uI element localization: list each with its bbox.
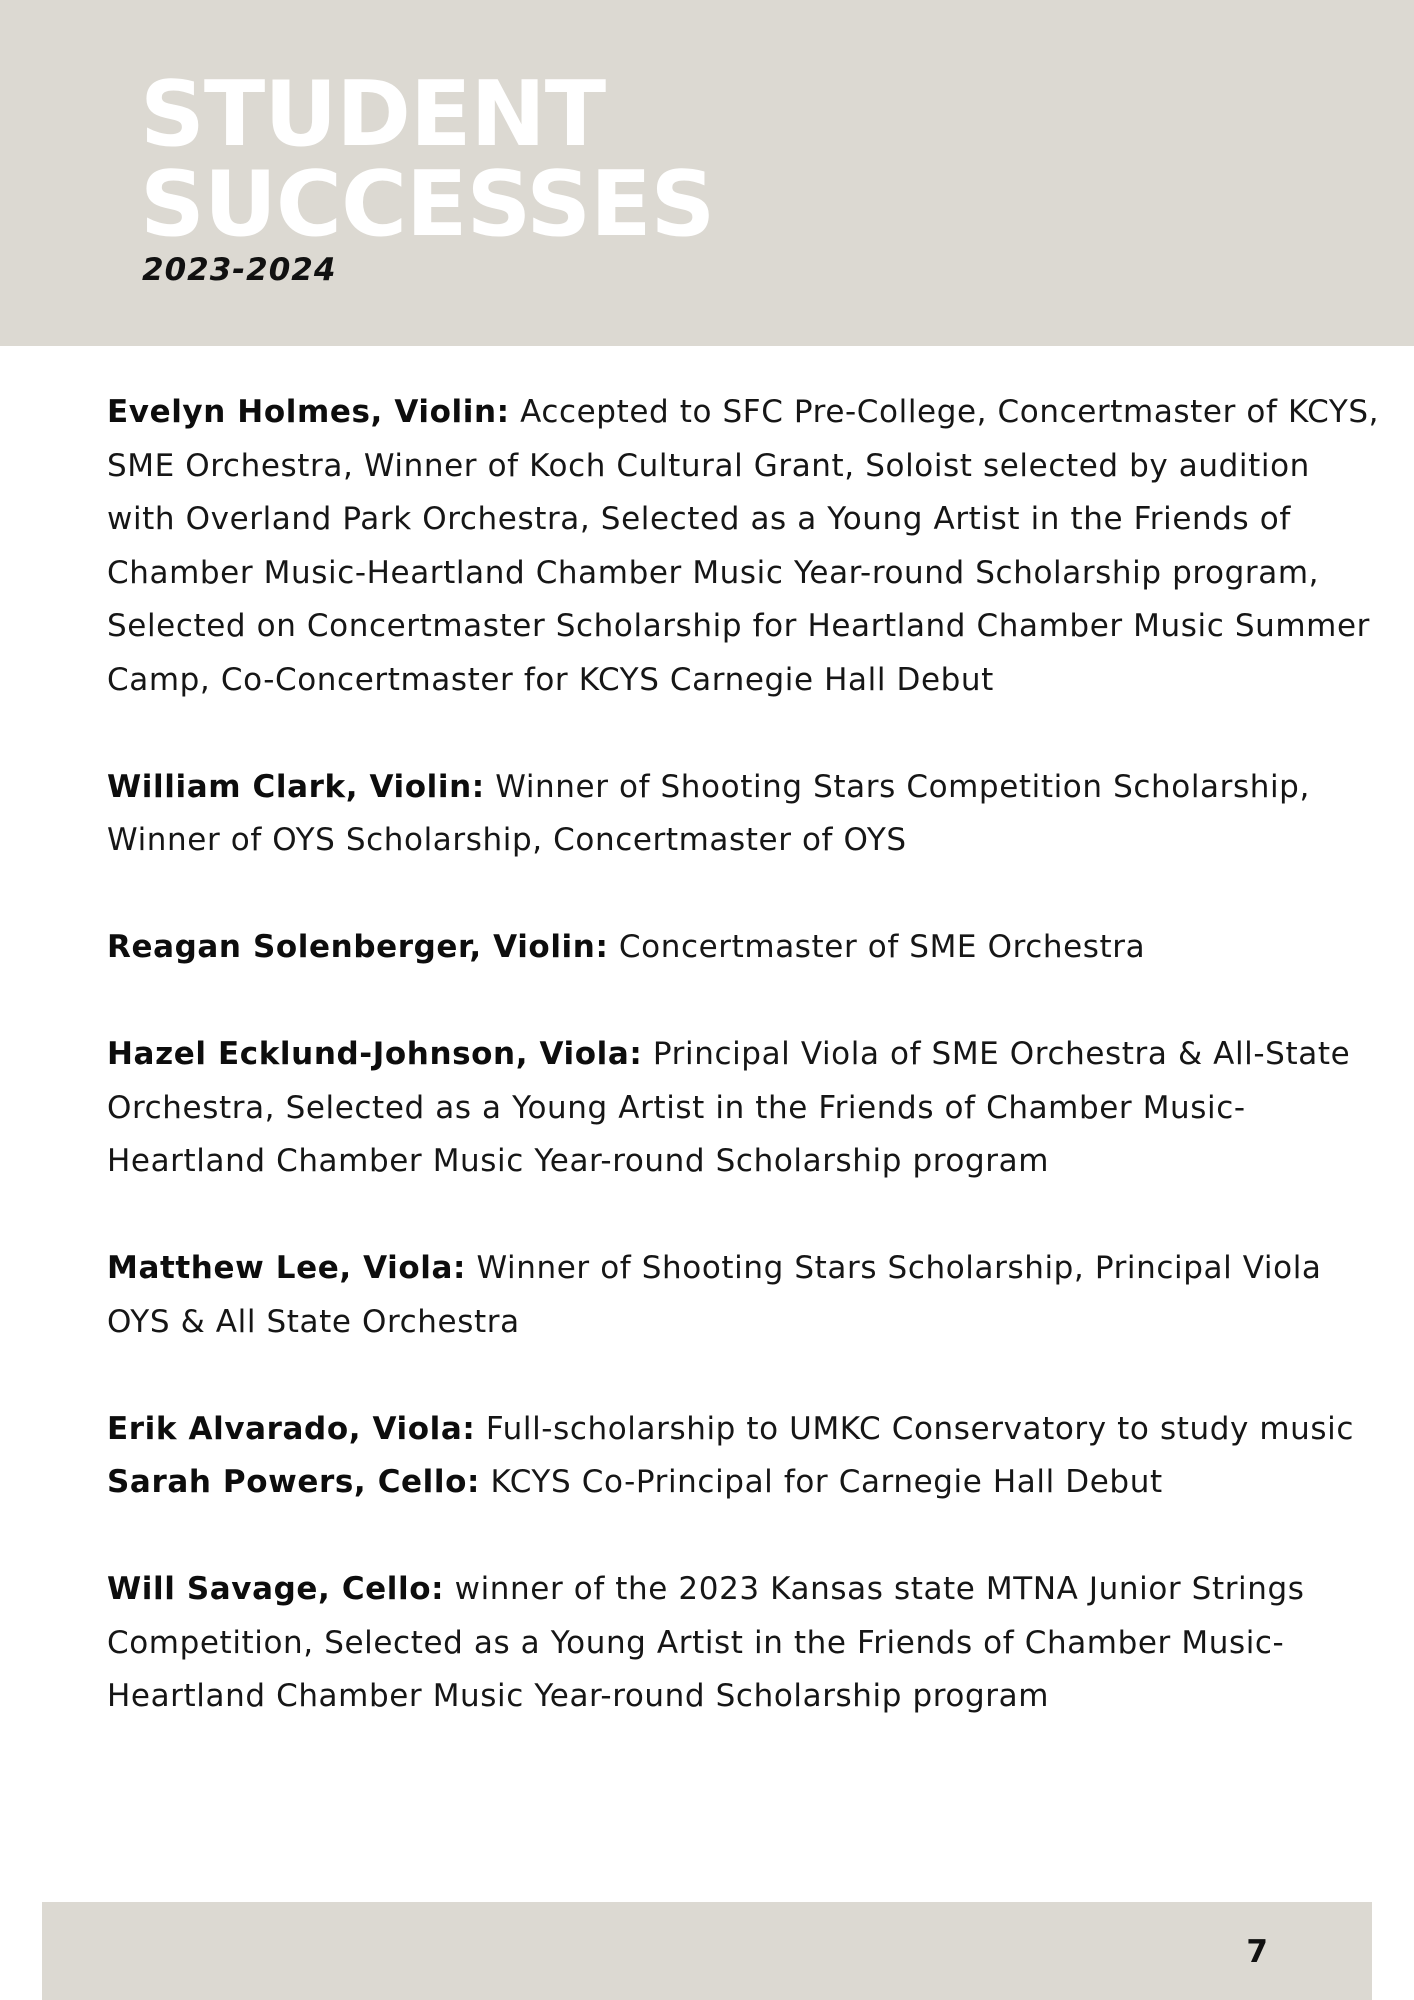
student-achievements: winner of the 2023 Kansas state MTNA Junior Strings Competition, Selected as a Young Artist in the Friends of Chamber Music-Heartland Chamber Music Year-round Scholarship program: [107, 1571, 1305, 1714]
student-achievements: Winner of Shooting Stars Competition Scholarship, Winner of OYS Scholarship, Concertmaster of OYS: [107, 768, 1310, 858]
student-achievements: Winner of Shooting Stars Scholarship, Principal Viola OYS & All State Orchestra: [107, 1250, 1322, 1340]
student-name: William Clark, Violin:: [107, 768, 485, 805]
student-achievements: Concertmaster of SME Orchestra: [618, 929, 1146, 965]
student-entry: [107, 1563, 1387, 1724]
page-title: [140, 62, 715, 257]
student-name: Evelyn Holmes, Violin:: [107, 394, 510, 430]
student-name: Will Savage, Cello:: [107, 1571, 445, 1607]
student-name: Matthew Lee, Viola:: [107, 1250, 467, 1286]
page-number: 7: [1246, 1934, 1268, 1970]
student-achievements: Full-scholarship to UMKC Conservatory to study music: [485, 1410, 1355, 1447]
student-entry: [107, 1242, 1387, 1349]
student-entry: [107, 386, 1387, 707]
student-name: Hazel Ecklund-Johnson, Viola:: [107, 1036, 643, 1072]
student-name: Erik Alvarado, Viola:: [107, 1410, 476, 1447]
year-subtitle: 2023-2024: [142, 252, 337, 288]
footer-band: [42, 1902, 1372, 2000]
page-title-line-2: SUCCESSES: [140, 152, 715, 257]
student-entry: [107, 921, 1387, 975]
student-name: Sarah Powers, Cello:: [107, 1464, 481, 1500]
student-entry: [107, 1403, 1387, 1457]
page-title-line-1: STUDENT: [140, 62, 606, 167]
student-entry: [107, 1028, 1387, 1189]
student-achievements: KCYS Co-Principal for Carnegie Hall Debut: [490, 1464, 1163, 1500]
student-entry: [107, 1456, 1387, 1510]
student-achievements: Principal Viola of SME Orchestra & All-State Orchestra, Selected as a Young Artist in the Friends of Chamber Music-Heartland Chamber Music Year-round Scholarship program: [107, 1036, 1351, 1179]
header-band: [0, 0, 1414, 346]
student-achievements: Accepted to SFC Pre-College, Concertmaster of KCYS, SME Orchestra, Winner of Koch Cultural Grant, Soloist selected by audition with Overland Park Orchestra, Selected as a Young Artist in the Friends of Chamber Music-Heartland Chamber Music Year-round Scholarship program, Selected on Concertmaster Scholarship for Heartland Chamber Music Summer Camp, Co-Concertmaster for KCYS Carnegie Hall Debut: [107, 394, 1380, 698]
student-entry: [107, 761, 1387, 868]
student-successes-list: [107, 386, 1387, 1724]
student-name: Reagan Solenberger, Violin:: [107, 929, 609, 965]
